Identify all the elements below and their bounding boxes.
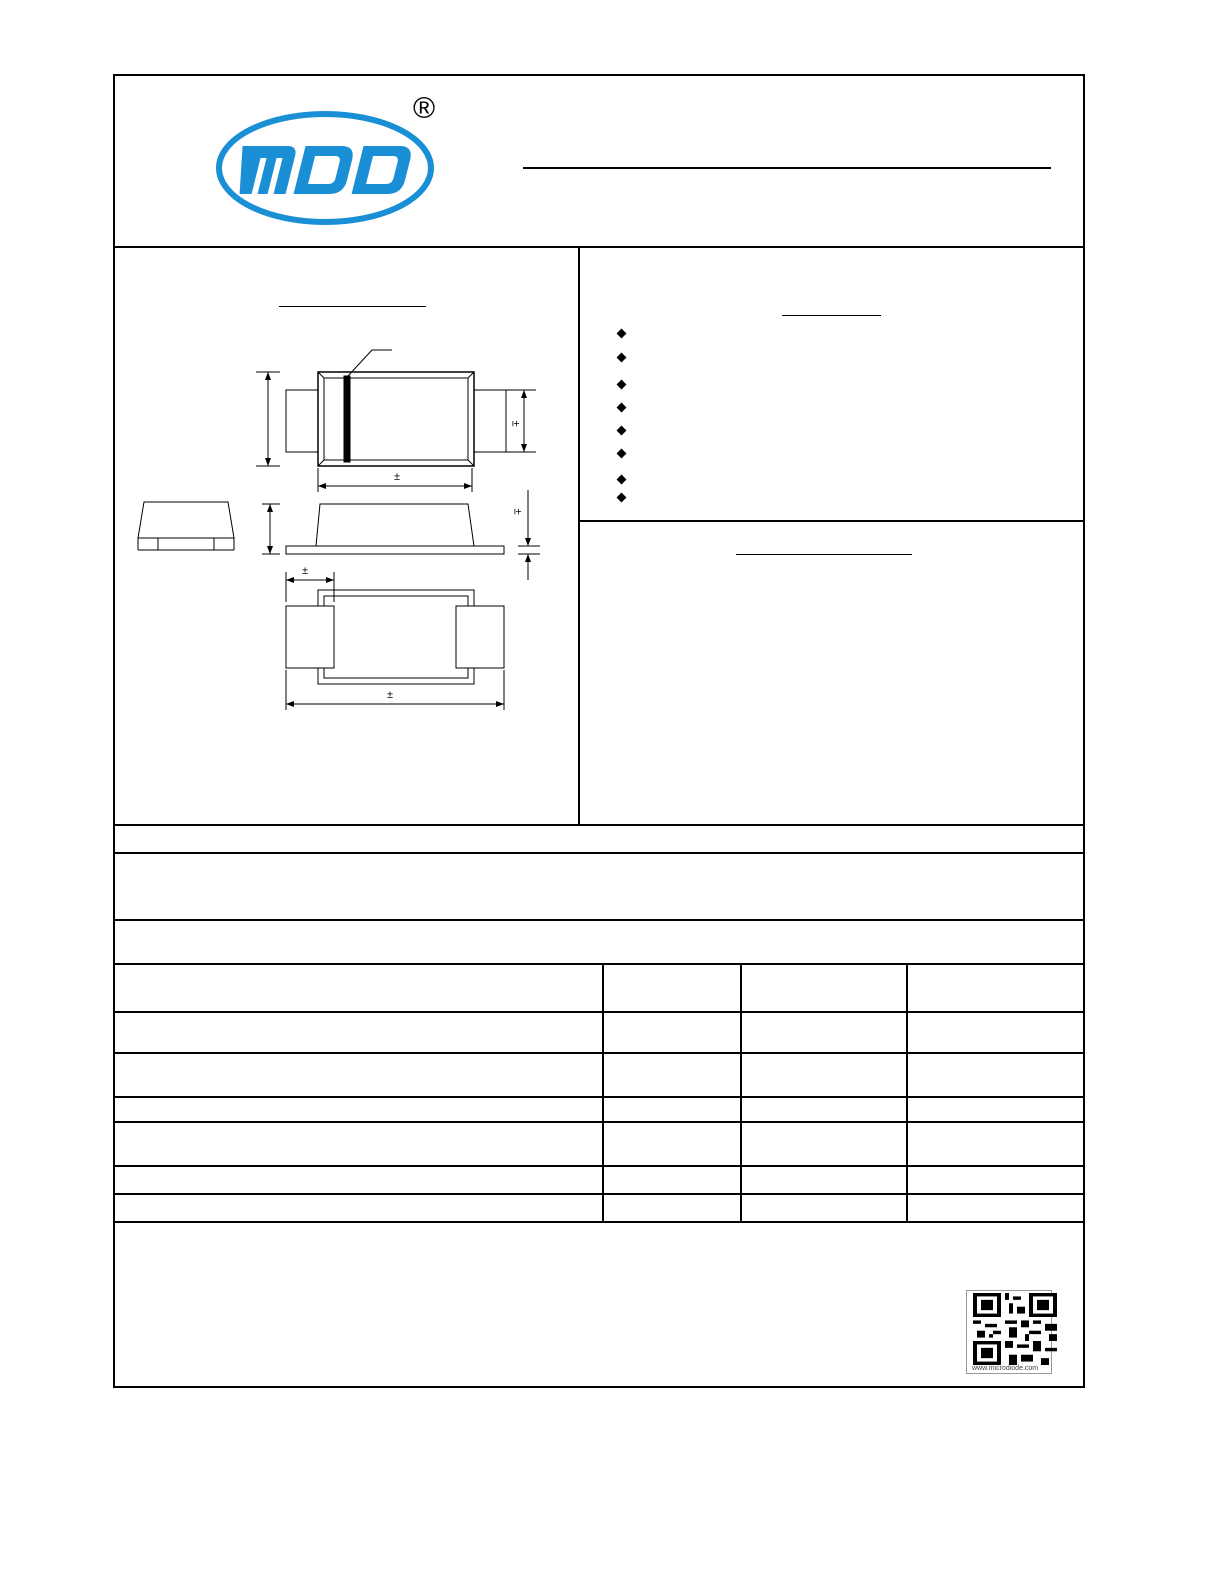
section-divider-3 [115,919,1083,921]
table-col-border [906,964,908,1222]
table-row-border [115,1165,1083,1167]
features-divider [579,520,1084,522]
header-divider [115,246,1083,248]
table-col-border [740,964,742,1222]
dim-tolerance-overall-length: ± [387,689,394,701]
table-row-border [115,1011,1083,1013]
section-divider-1 [115,824,1083,826]
table-row-border [115,1052,1083,1054]
table-top-border [115,963,1083,965]
title-underline [523,167,1051,169]
dim-tolerance-lead-width: ± [509,420,522,427]
qr-caption[interactable]: www.microdiode.com [972,1365,1039,1372]
qr-code-image [973,1293,1057,1365]
table-row-border [115,1121,1083,1123]
package-outline-drawing [130,340,560,720]
column-divider [578,247,580,824]
features-title-underline [782,315,881,316]
dim-tolerance-lead-thickness: ± [511,508,524,515]
dim-tolerance-top-length: ± [394,471,401,483]
table-row-border [115,1193,1083,1195]
header [115,76,1083,246]
table-bottom-border [115,1221,1083,1223]
qr-code [966,1290,1052,1374]
table-row-border [115,1096,1083,1098]
mechanical-title-underline [736,554,912,555]
page-frame [113,74,1085,1388]
table-col-border [602,964,604,1222]
section-divider-2 [115,852,1083,854]
dim-tolerance-pad-width: ± [302,565,309,577]
mdd-logo [115,76,1083,246]
registered-mark: ® [413,92,436,125]
outline-title-underline [279,306,426,307]
